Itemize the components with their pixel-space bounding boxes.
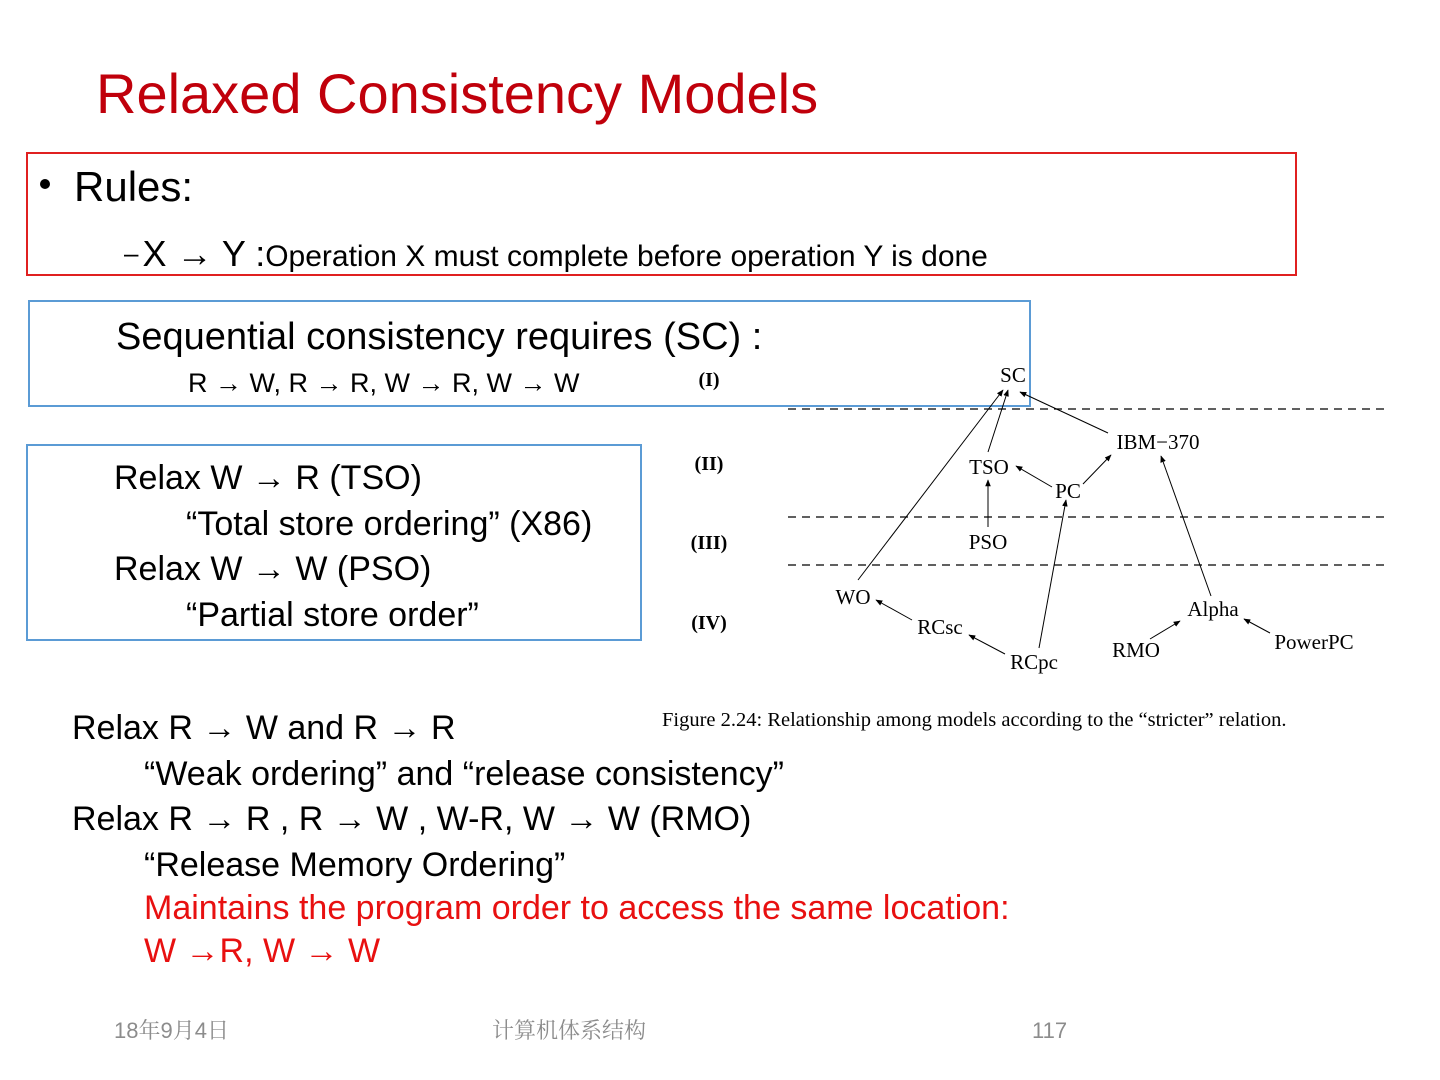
rmo-note-2: W →R, W → W bbox=[144, 932, 381, 970]
rmo-desc: “Release Memory Ordering” bbox=[144, 846, 566, 884]
rules-heading-row bbox=[40, 163, 194, 210]
edge-rcpc-pc bbox=[1039, 500, 1066, 648]
edge-rcsc-wo bbox=[876, 600, 912, 620]
level-label-2: (II) bbox=[694, 453, 724, 475]
node-wo: WO bbox=[835, 585, 871, 609]
consistency-relationship-figure bbox=[640, 350, 1430, 750]
rules-heading: Rules: bbox=[74, 163, 194, 210]
edge-pc-tso bbox=[1016, 466, 1052, 487]
tso-desc: “Total store ordering” (X86) bbox=[186, 505, 593, 543]
weak-line: Relax R → W and R → R bbox=[72, 709, 456, 747]
sc-heading: Sequential consistency requires (SC) : bbox=[116, 316, 763, 358]
footer-page-number: 117 bbox=[1032, 1018, 1068, 1043]
edge-rcpc-rcsc bbox=[969, 635, 1005, 654]
footer-course: 计算机体系结构 bbox=[492, 1018, 647, 1043]
node-sc: SC bbox=[1000, 363, 1026, 387]
edge-tso-sc bbox=[988, 390, 1008, 452]
edge-alpha-ibm bbox=[1161, 456, 1211, 596]
rule-dash: – bbox=[124, 238, 139, 268]
level-label-4: (IV) bbox=[691, 612, 727, 634]
level-label-1: (I) bbox=[698, 369, 720, 391]
tso-line: Relax W → R (TSO) bbox=[114, 459, 422, 497]
node-rcpc: RCpc bbox=[1010, 650, 1058, 674]
node-tso: TSO bbox=[969, 455, 1009, 479]
edge-rmo-alpha bbox=[1150, 621, 1180, 639]
slide-title: Relaxed Consistency Models bbox=[96, 62, 819, 125]
edge-powerpc-alpha bbox=[1244, 619, 1270, 633]
bullet-icon bbox=[40, 179, 50, 189]
rule-prefix: X → Y : bbox=[142, 233, 266, 274]
footer-date: 18年9月4日 bbox=[114, 1018, 229, 1043]
pso-desc: “Partial store order” bbox=[186, 596, 479, 634]
rmo-note-1: Maintains the program order to access the same location: bbox=[144, 889, 1010, 927]
node-alpha: Alpha bbox=[1187, 597, 1239, 621]
pso-line: Relax W → W (PSO) bbox=[114, 550, 432, 588]
node-rcsc: RCsc bbox=[917, 615, 963, 639]
figure-caption: Figure 2.24: Relationship among models according to the “stricter” relation. bbox=[662, 709, 1287, 731]
node-powerpc: PowerPC bbox=[1274, 630, 1354, 654]
rule-text: Operation X must complete before operation Y is done bbox=[265, 240, 988, 273]
rmo-line: Relax R → R , R → W , W-R, W → W (RMO) bbox=[72, 800, 752, 838]
node-ibm370: IBM−370 bbox=[1116, 430, 1200, 454]
level-label-3: (III) bbox=[690, 532, 728, 554]
edge-ibm-sc bbox=[1020, 392, 1108, 433]
node-pc: PC bbox=[1055, 479, 1081, 503]
edge-pc-ibm bbox=[1083, 455, 1111, 484]
node-rmo: RMO bbox=[1112, 638, 1160, 662]
rule-definition bbox=[124, 233, 988, 274]
sc-orders: R → W, R → R, W → R, W → W bbox=[188, 368, 580, 398]
node-pso: PSO bbox=[968, 530, 1008, 554]
weak-desc: “Weak ordering” and “release consistency” bbox=[144, 755, 784, 793]
